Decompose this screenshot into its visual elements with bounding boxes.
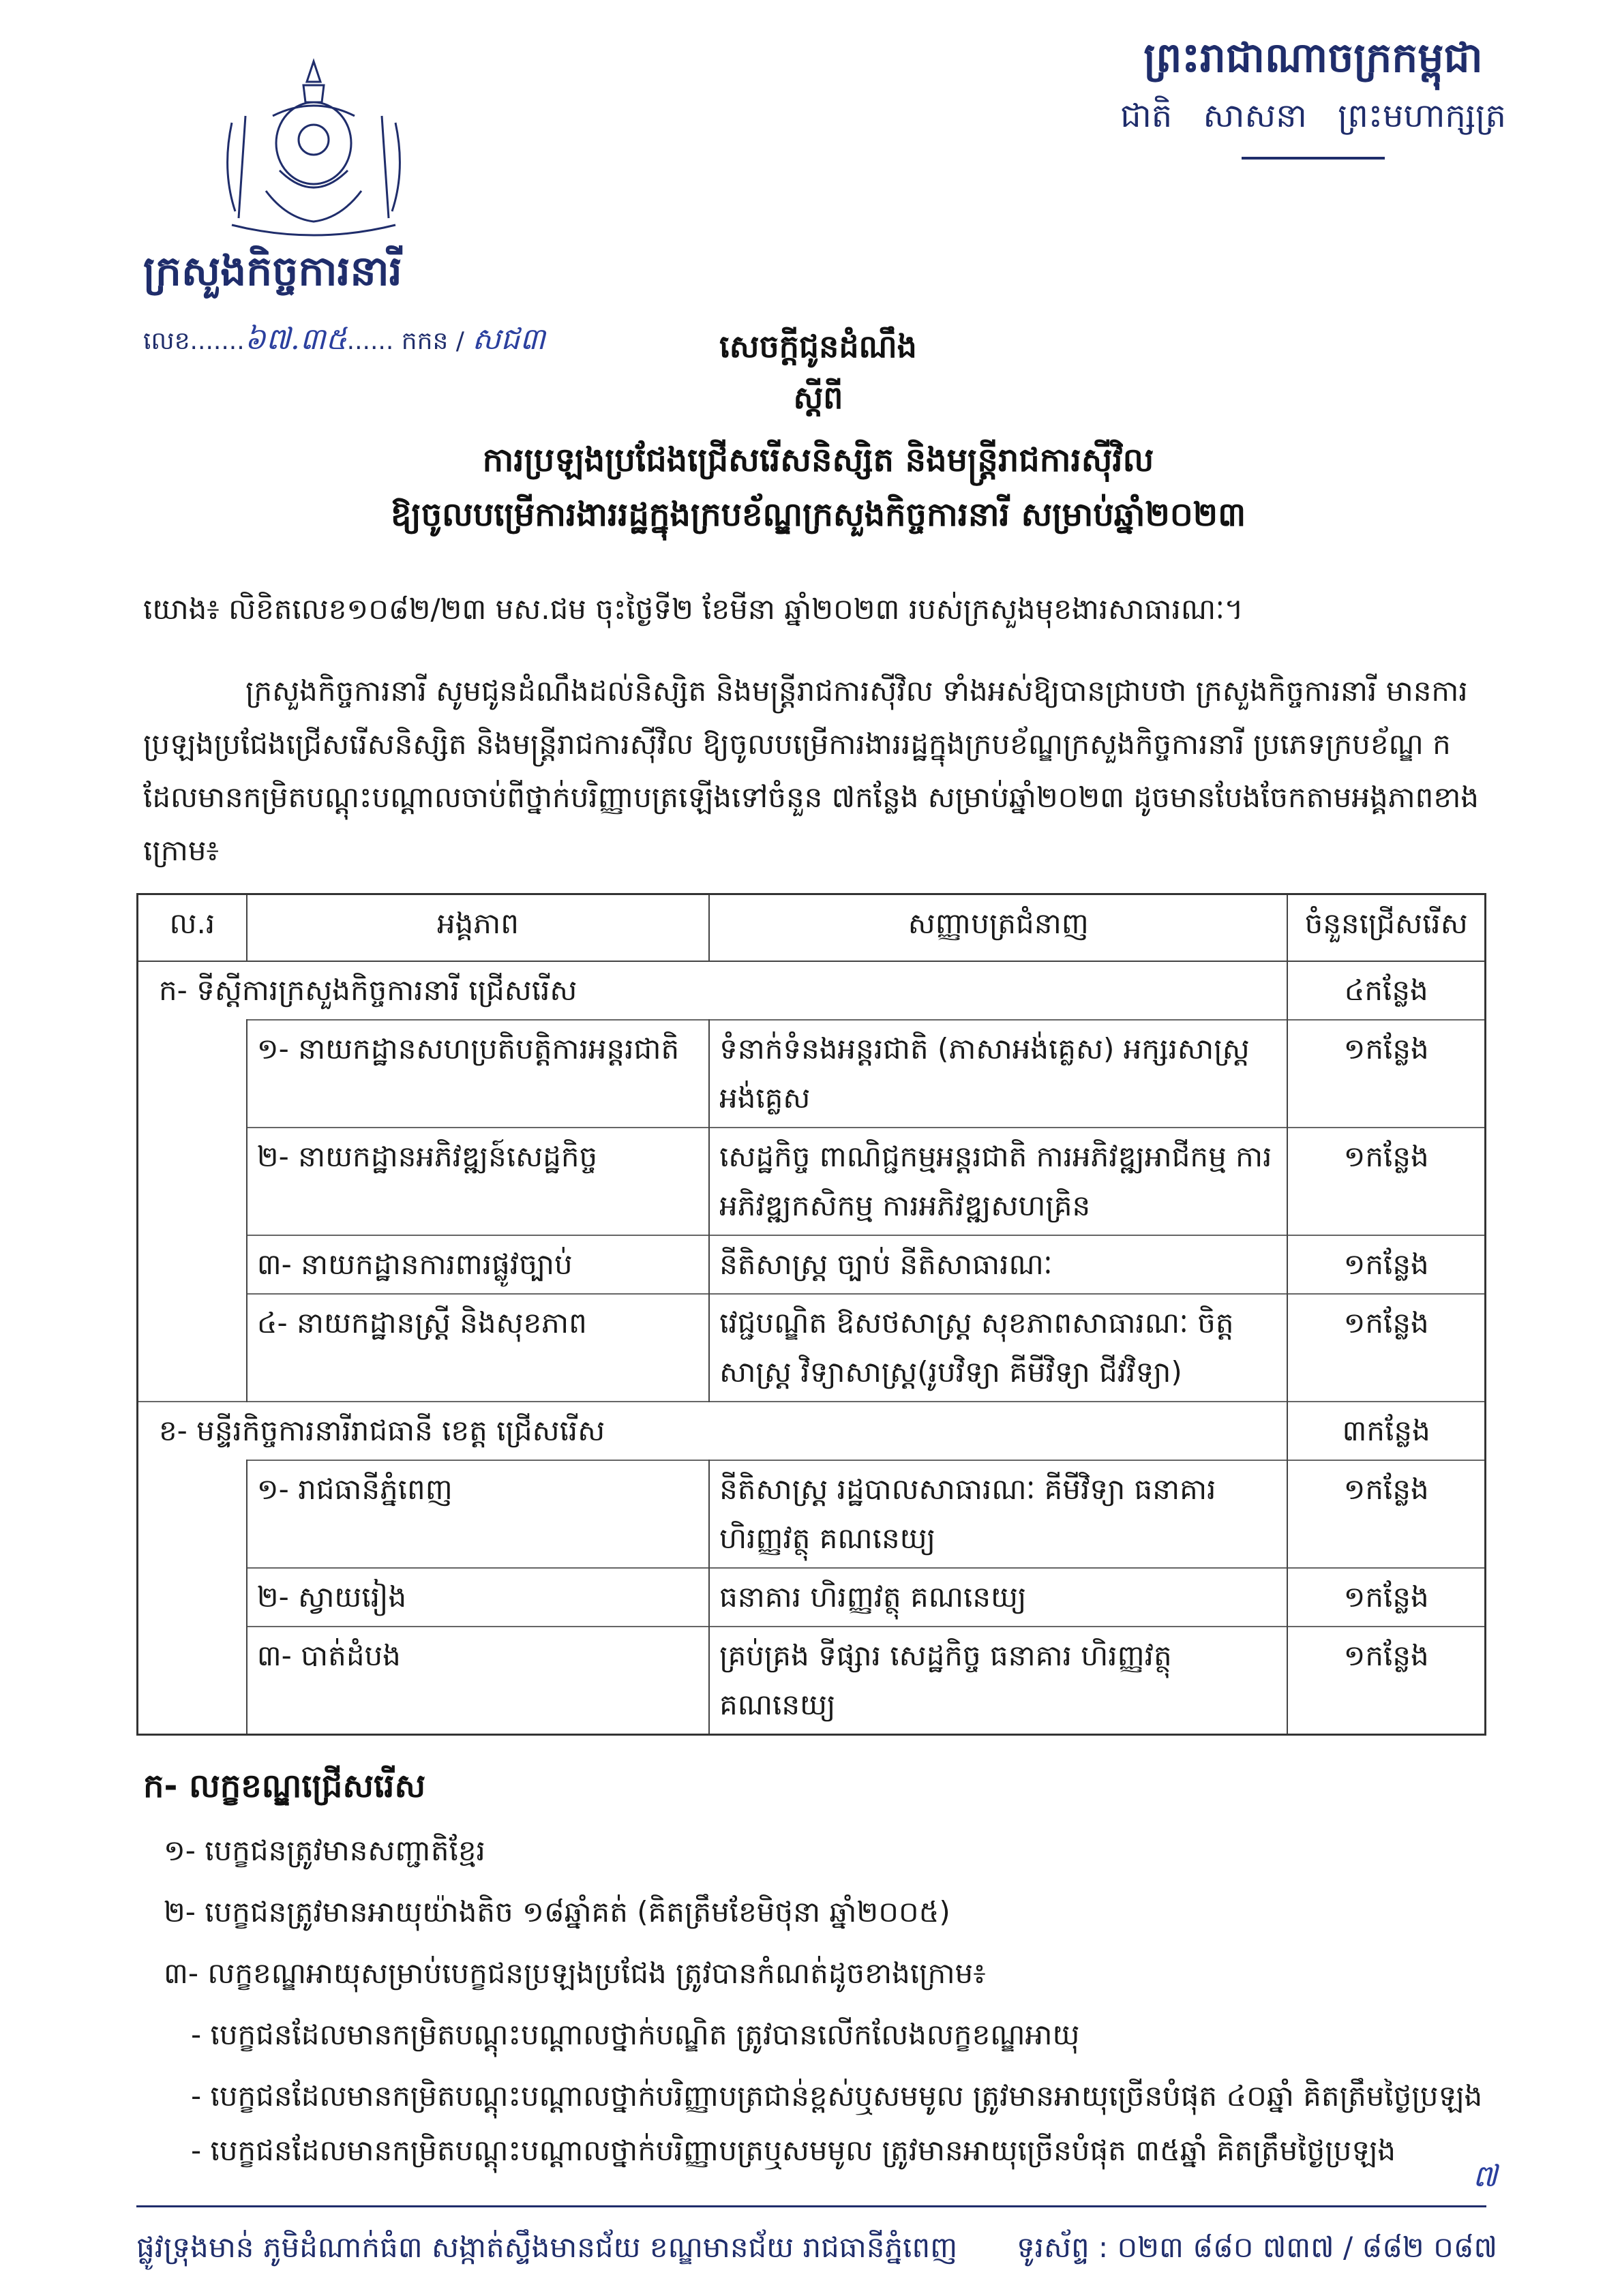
degree-cell: ទំនាក់ទំនងអន្តរជាតិ (ភាសាអង់គ្លេស) អក្សរសាស្ត្រអង់គ្លេស: [709, 1020, 1287, 1128]
ref-suffix: ...... កកន /: [346, 327, 464, 355]
unit-cell: ៤- នាយកដ្ឋានស្ត្រី និងសុខភាព: [247, 1294, 709, 1402]
degree-cell: វេជ្ជបណ្ឌិត ឱសថសាស្ត្រ សុខភាពសាធារណៈ ចិត្តសាស្ត្រ វិទ្យាសាស្ត្រ(រូបវិទ្យា គីមីវិទ្យា ជីវវិទ្យា): [709, 1294, 1287, 1402]
count-cell: ១កន្លែង: [1287, 1568, 1485, 1627]
ref-handwritten: សជ៣: [472, 322, 545, 357]
col-header-degree: សញ្ញាបត្រជំនាញ: [709, 894, 1287, 962]
doc-topic-line2: ឱ្យចូលបម្រើការងាររដ្ឋក្នុងក្របខ័ណ្ឌក្រសួងកិច្ចការនារី សម្រាប់ឆ្នាំ២០២៣: [390, 496, 1246, 534]
announcement-paragraph: ក្រសួងកិច្ចការនារី សូមជូនដំណឹងដល់និស្សិត និងមន្ត្រីរាជការស៊ីវិល ទាំងអស់ឱ្យបានជ្រាបថា ក្រសួងកិច្ចការនារី មានការប្រឡងប្រជែងជ្រើសរើសនិស្សិត និងមន្ត្រីរាជការស៊ីវិល ឱ្យចូលបម្រើការងាររដ្ឋក្នុងក្របខ័ណ្ឌក្រសួងកិច្ចការនារី ប្រភេទក្របខ័ណ្ឌ ក ដែលមានកម្រិតបណ្ដុះបណ្ដាលចាប់ពីថ្នាក់បរិញ្ញាបត្រឡើងទៅចំនួន ៧កន្លែង សម្រាប់ឆ្នាំ២០២៣ ដូចមានបែងចែកតាមអង្គភាពខាងក្រោម៖: [143, 674, 1479, 867]
table-row: [138, 1627, 1486, 1735]
unit-cell: ២- ស្វាយរៀង: [247, 1568, 709, 1627]
count-cell: ១កន្លែង: [1287, 1460, 1485, 1568]
degree-cell: នីតិសាស្ត្រ ច្បាប់ នីតិសាធារណៈ: [709, 1235, 1287, 1294]
ref-number: ៦៧.៣៥: [244, 322, 347, 357]
ref-label: លេខ.......: [143, 327, 245, 355]
count-cell: ១កន្លែង: [1287, 1128, 1485, 1235]
doc-title: សេចក្ដីជូនដំណឹង: [719, 328, 917, 365]
footer-address: ផ្លូវទ្រុងមាន់ ភូមិដំណាក់ធំ៣ សង្កាត់ស្ទឹងមានជ័យ ខណ្ឌមានជ័យ រាជធានីភ្នំពេញ: [136, 2231, 958, 2264]
section-count: ៤កន្លែង: [1287, 961, 1485, 1020]
col-header-count: ចំនួនជ្រើសរើស: [1287, 894, 1485, 962]
section-count: ៣កន្លែង: [1287, 1402, 1485, 1460]
positions-table: [136, 893, 1486, 1736]
page-initial-mark: ៧: [1472, 2159, 1497, 2194]
unit-cell: ៣- បាត់ដំបង: [247, 1627, 709, 1735]
ornament-divider: [1242, 157, 1385, 160]
degree-cell: នីតិសាស្ត្រ រដ្ឋបាលសាធារណៈ គីមីវិទ្យា ធនាគារ ហិរញ្ញវត្ថុ គណនេយ្យ: [709, 1460, 1287, 1568]
reference-line: យោង៖ លិខិតលេខ១០៨២/២៣ មស.ជម ចុះថ្ងៃទី២ ខែមីនា ឆ្នាំ២០២៣ របស់ក្រសួងមុខងារសាធារណៈ។: [143, 592, 1244, 626]
degree-cell: គ្រប់គ្រង ទីផ្សារ សេដ្ឋកិច្ច ធនាគារ ហិរញ្ញវត្ថុ គណនេយ្យ: [709, 1627, 1287, 1735]
table-header-row: [138, 894, 1486, 962]
table-row: [138, 1460, 1486, 1568]
col-header-no: ល.រ: [138, 894, 247, 962]
criteria-bullet: - បេក្ខជនដែលមានកម្រិតបណ្ដុះបណ្ដាលថ្នាក់បរិញ្ញាបត្រជាន់ខ្ពស់ឬសមមូល ត្រូវមានអាយុច្រើនបំផុត ៤០ឆ្នាំ គិតត្រឹមថ្ងៃប្រឡង: [191, 2079, 1483, 2113]
table-section-row: [138, 961, 1486, 1020]
unit-cell: ២- នាយកដ្ឋានអភិវឌ្ឍន៍សេដ្ឋកិច្ច: [247, 1128, 709, 1235]
table-row: [138, 1235, 1486, 1294]
unit-cell: ៣- នាយកដ្ឋានការពារផ្លូវច្បាប់: [247, 1235, 709, 1294]
count-cell: ១កន្លែង: [1287, 1627, 1485, 1735]
col-header-unit: អង្គភាព: [247, 894, 709, 962]
criteria-item: ២- បេក្ខជនត្រូវមានអាយុយ៉ាងតិច ១៨ឆ្នាំគត់ (គិតត្រឹមខែមិថុនា ឆ្នាំ២០០៥): [164, 1895, 950, 1929]
nation-motto: ជាតិ សាសនា ព្រះមហាក្សត្រ: [1120, 97, 1506, 135]
doc-subtitle: ស្ដីពី: [793, 379, 843, 416]
criteria-item: ៣- លក្ខខណ្ឌអាយុសម្រាប់បេក្ខជនប្រឡងប្រជែង ត្រូវបានកំណត់ដូចខាងក្រោម៖: [164, 1957, 986, 1990]
unit-cell: ១- រាជធានីភ្នំពេញ: [247, 1460, 709, 1568]
criteria-bullet: - បេក្ខជនដែលមានកម្រិតបណ្ដុះបណ្ដាលថ្នាក់បណ្ឌិត ត្រូវបានលើកលែងលក្ខខណ្ឌអាយុ: [191, 2018, 1080, 2051]
footer-divider: [136, 2205, 1486, 2207]
table-row: [138, 1128, 1486, 1235]
table-row: [138, 1568, 1486, 1627]
section-label: ក- ទីស្ដីការក្រសួងកិច្ចការនារី ជ្រើសរើស: [138, 961, 1288, 1020]
criteria-heading: ក- លក្ខខណ្ឌជ្រើសរើស: [143, 1767, 426, 1805]
kingdom-header: [1109, 27, 1518, 160]
count-cell: ១កន្លែង: [1287, 1020, 1485, 1128]
doc-topic-line1: ការប្រឡងប្រជែងជ្រើសរើសនិស្សិត និងមន្ត្រីរាជការស៊ីវិល: [482, 441, 1154, 479]
count-cell: ១កន្លែង: [1287, 1294, 1485, 1402]
table-section-row: [138, 1402, 1486, 1460]
criteria-item: ១- បេក្ខជនត្រូវមានសញ្ជាតិខ្មែរ: [164, 1834, 485, 1867]
kingdom-title: ព្រះរាជាណាចក្រកម្ពុជា: [1143, 34, 1483, 82]
unit-cell: ១- នាយកដ្ឋានសហប្រតិបត្តិការអន្តរជាតិ: [247, 1020, 709, 1128]
criteria-bullet: - បេក្ខជនដែលមានកម្រិតបណ្ដុះបណ្ដាលថ្នាក់បរិញ្ញាបត្រឬសមមូល ត្រូវមានអាយុច្រើនបំផុត ៣៥ឆ្នាំ គិតត្រឹមថ្ងៃប្រឡង: [191, 2134, 1396, 2167]
footer-phone: ទូរស័ព្ទ : ០២៣ ៨៨០ ៧៣៧ / ៨៨២ ០៨៧: [1017, 2231, 1497, 2264]
table-row: [138, 1294, 1486, 1402]
section-label: ខ- មន្ទីរកិច្ចការនារីរាជធានី ខេត្ត ជ្រើសរើស: [138, 1402, 1288, 1460]
degree-cell: សេដ្ឋកិច្ច ពាណិជ្ជកម្មអន្តរជាតិ ការអភិវឌ្ឍអាជីកម្ម ការអភិវឌ្ឍកសិកម្ម ការអភិវឌ្ឍសហគ្រិន: [709, 1128, 1287, 1235]
ministry-name: ក្រសួងកិច្ចការនារី: [143, 247, 402, 295]
count-cell: ១កន្លែង: [1287, 1235, 1485, 1294]
royal-coat-of-arms-icon: [205, 55, 423, 252]
table-row: [138, 1020, 1486, 1128]
degree-cell: ធនាគារ ហិរញ្ញវត្ថុ គណនេយ្យ: [709, 1568, 1287, 1627]
